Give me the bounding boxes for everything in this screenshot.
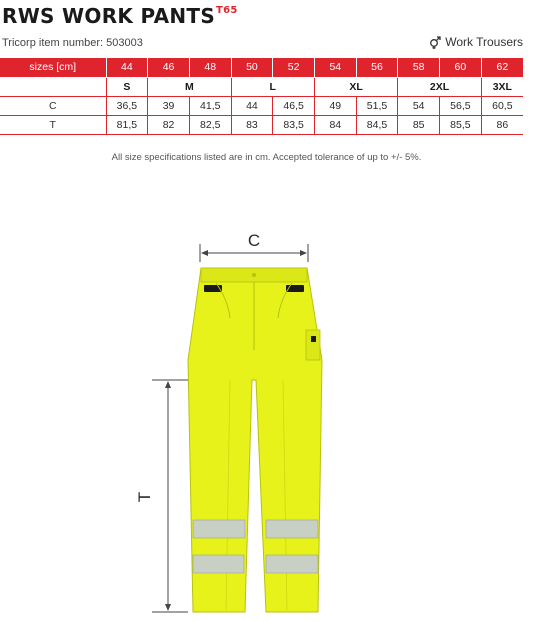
item-number: Tricorp item number: 503003 xyxy=(2,37,143,49)
table-cell: 81,5 xyxy=(106,115,148,134)
waist-size-cell: 58 xyxy=(398,58,440,77)
table-cell: 46,5 xyxy=(273,96,315,115)
title-superscript: T65 xyxy=(216,5,238,16)
table-cell: 84 xyxy=(314,115,356,134)
table-cell: 84,5 xyxy=(356,115,398,134)
title-text: RWS WORK PANTS xyxy=(2,4,216,28)
header-label: sizes [cm] xyxy=(0,58,106,77)
waist-size-cell: 50 xyxy=(231,58,273,77)
width-dimension xyxy=(200,231,308,262)
waist-size-cell: 56 xyxy=(356,58,398,77)
letter-size-cell: M xyxy=(148,77,231,96)
table-cell: 39 xyxy=(148,96,190,115)
table-cell: 49 xyxy=(314,96,356,115)
table-cell: 56,5 xyxy=(440,96,482,115)
table-cell: 60,5 xyxy=(481,96,523,115)
table-cell: 83 xyxy=(231,115,273,134)
waist-size-cell: 48 xyxy=(189,58,231,77)
table-cell: 85 xyxy=(398,115,440,134)
label-c: C xyxy=(247,231,261,250)
row-label: T xyxy=(0,115,106,134)
tolerance-note: All size specifications listed are in cm. Accepted tolerance of up to +/- 5%. xyxy=(111,152,422,163)
letter-size-cell: XL xyxy=(314,77,397,96)
waist-size-cell: 60 xyxy=(440,58,482,77)
table-cell: 82,5 xyxy=(189,115,231,134)
table-cell: 44 xyxy=(231,96,273,115)
waist-size-cell: 44 xyxy=(106,58,148,77)
length-dimension xyxy=(135,380,188,612)
row-label: C xyxy=(0,96,106,115)
table-cell: 83,5 xyxy=(273,115,315,134)
category-text: Work Trousers xyxy=(445,35,523,49)
letter-size-cell: 3XL xyxy=(481,77,523,96)
letter-size-cell: 2XL xyxy=(398,77,481,96)
table-cell: 54 xyxy=(398,96,440,115)
label-t: T xyxy=(135,491,154,503)
table-cell: 41,5 xyxy=(189,96,231,115)
waist-size-cell: 46 xyxy=(148,58,190,77)
table-cell: 82 xyxy=(148,115,190,134)
letter-size-cell: S xyxy=(106,77,148,96)
waist-size-cell: 62 xyxy=(481,58,523,77)
table-cell: 85,5 xyxy=(440,115,482,134)
table-cell: 51,5 xyxy=(356,96,398,115)
letter-size-cell: L xyxy=(231,77,314,96)
table-cell: 86 xyxy=(481,115,523,134)
table-cell: 36,5 xyxy=(106,96,148,115)
work-pants-illustration xyxy=(188,268,322,612)
waist-size-cell: 52 xyxy=(273,58,315,77)
waist-size-cell: 54 xyxy=(314,58,356,77)
